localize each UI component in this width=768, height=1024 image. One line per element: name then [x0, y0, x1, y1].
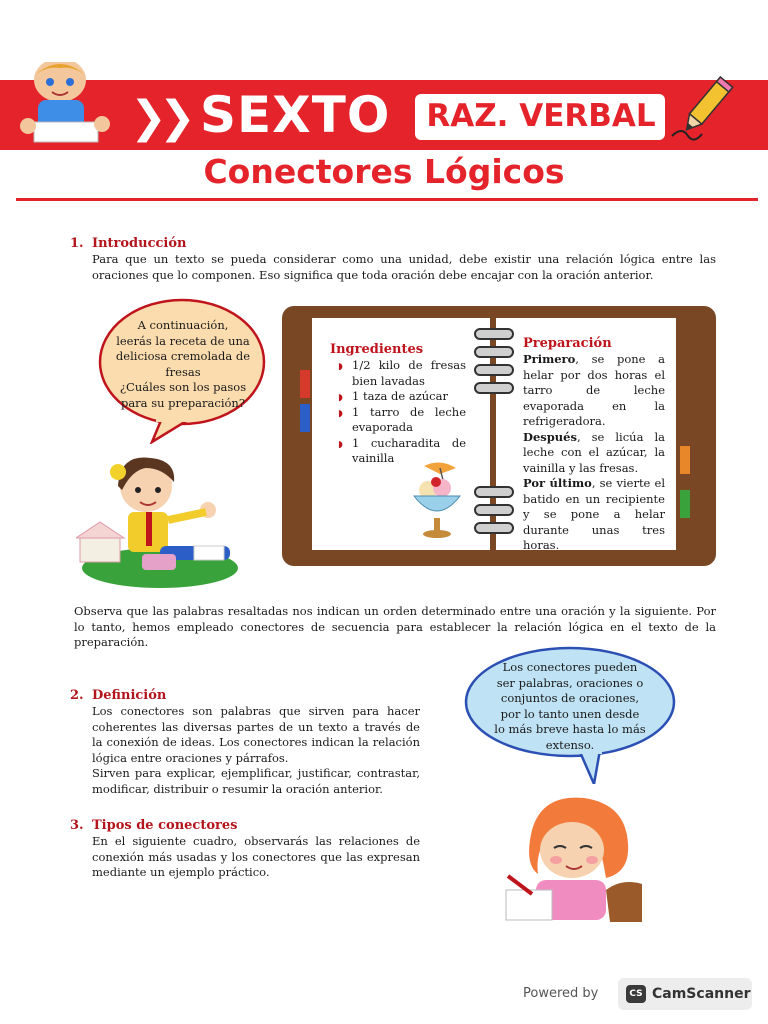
section-3-title: Tipos de conectores: [92, 818, 238, 833]
definition-paragraph: Sirven para explicar, ejemplificar, justificar, contrastar, modificar, distribuir o resumir la oración anterior.: [92, 766, 420, 796]
connector-word: Por último: [523, 476, 592, 490]
binder-ring: [474, 364, 514, 376]
bubble-line: leerás la receta de una: [116, 333, 250, 348]
notebook-tab-red: [300, 370, 310, 398]
bubble-line: conjuntos de oraciones,: [500, 691, 640, 705]
prep-step-1: Primero, se pone a helar por dos horas el tarro de leche evaporada en la refrigeradora.: [523, 352, 665, 428]
binder-ring: [474, 504, 514, 516]
bubble-line: deliciosa cremolada de: [115, 349, 251, 363]
subject-label: RAZ. VERBAL: [426, 98, 656, 134]
prep-step-2: Después, se licúa la leche con el azúcar, la vainilla y las fresas.: [523, 429, 665, 475]
student-writing-illustration: [4, 62, 124, 152]
binder-ring: [474, 346, 514, 358]
definition-paragraph: Los conectores son palabras que sirven para hacer coherentes las diversas partes de un texto a través de la conexión de ideas. Los conectores indican la relación lógica entre oraciones y párrafos.: [92, 704, 420, 765]
bubble-line: Los conectores pueden: [502, 660, 638, 674]
bubble-line: para su preparación?: [120, 395, 246, 410]
chevrons-icon: ❯❯: [130, 92, 188, 143]
title-divider: [16, 198, 758, 201]
bubble-line: ser palabras, oraciones o: [496, 675, 644, 690]
ingredient-item: ◗ 1 taza de azúcar: [352, 389, 466, 405]
binder-ring: [474, 328, 514, 340]
prep-step-3: Por último, se vierte el batido en un recipiente y se pone a helar durante unas tres horas.: [523, 476, 665, 552]
notebook-tab-blue: [300, 404, 310, 432]
ingredient-item: ◗ 1 tarro de leche evaporada: [338, 404, 466, 434]
page-title: Conectores Lógicos: [203, 152, 565, 191]
observation-text: Observa que las palabras resaltadas nos indican un orden determinado entre una oración y la siguiente. Por lo tanto, hemos empleado conectores de secuencia para establecer la relación lógica en el texto de la preparación.: [74, 604, 716, 649]
ingredient-item: ◗ 1 cucharadita de vainilla: [338, 435, 466, 465]
preparation-steps: [523, 352, 665, 554]
camscanner-brand: CamScanner: [652, 986, 751, 1002]
binder-ring: [474, 382, 514, 394]
bubble-line: por lo tanto unen desde: [500, 706, 640, 721]
bubble-connectors-text: [480, 660, 660, 753]
bullet-icon: ◗: [338, 393, 343, 403]
section-2-number: 2.: [70, 688, 84, 703]
pencil-icon: [668, 72, 740, 146]
connector-word: Primero: [523, 352, 576, 366]
bubble-line: extenso.: [545, 737, 595, 752]
section-1-number: 1.: [70, 236, 84, 251]
preparation-heading: Preparación: [523, 336, 612, 351]
section-1-title: Introducción: [92, 236, 187, 251]
binder-ring: [474, 522, 514, 534]
ice-cream-sundae-icon: [406, 462, 468, 542]
section-2-title: Definición: [92, 688, 167, 703]
bubble-line: lo más breve hasta lo más: [494, 722, 646, 736]
connector-word: Después: [523, 429, 577, 444]
bubble-line: fresas: [165, 364, 201, 379]
notebook-tab-green: [680, 490, 690, 518]
notebook-tab-orange: [680, 446, 690, 474]
bubble-recipe-text: [110, 318, 256, 411]
girl-reading-illustration: [76, 450, 252, 592]
ingredients-list: [338, 358, 466, 467]
bullet-icon: ◗: [338, 362, 343, 372]
section-3-number: 3.: [70, 818, 84, 833]
binder-ring: [474, 486, 514, 498]
ingredients-heading: Ingredientes: [330, 342, 424, 357]
section-3-text: En el siguiente cuadro, observarás las relaciones de conexión más usadas y los conectores que las expresan mediante un ejemplo práctico.: [92, 834, 420, 879]
ingredient-item: ◗ 1/2 kilo de fresas bien lavadas: [338, 358, 466, 388]
bullet-icon: ◗: [338, 408, 343, 419]
section-1-text: Para que un texto se pueda considerar como una unidad, debe existir una relación lógica entre las oraciones que lo componen. Eso significa que toda oración debe encajar con la oración anterior.: [92, 252, 716, 282]
bubble-line: ¿Cuáles son los pasos: [119, 380, 247, 394]
powered-by-label: Powered by: [523, 986, 599, 1001]
camscanner-logo-icon: CS: [626, 985, 646, 1003]
bubble-line: A continuación,: [137, 318, 229, 332]
grade-label: SEXTO: [200, 86, 391, 144]
bullet-icon: ◗: [338, 439, 343, 450]
section-2-text: [92, 704, 420, 797]
girl-writing-illustration: [502, 794, 648, 922]
